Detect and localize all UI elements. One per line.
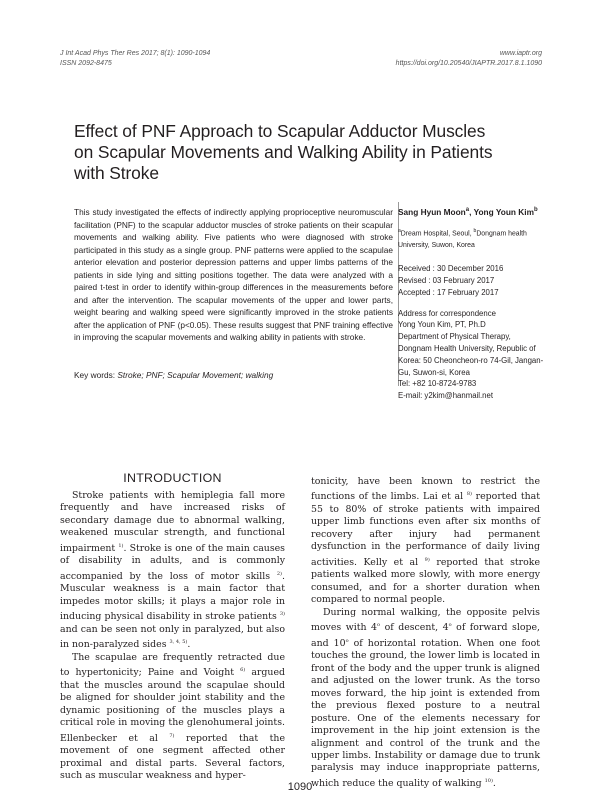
author-1: Sang Hyun Moon — [398, 206, 466, 217]
degree-mark: o — [377, 622, 381, 629]
correspondence-title: Address for correspondence — [398, 308, 496, 318]
citation: 7) — [169, 732, 175, 739]
keywords-label: Key words: — [74, 370, 116, 380]
correspondence-email[interactable]: E-mail: y2kim@hanmail.net — [398, 391, 494, 401]
title-line-2: on Scapular Movements and Walking Ability in Patients — [74, 142, 493, 162]
keywords-value: Stroke; PNF; Scapular Movement; walking — [117, 370, 274, 380]
keywords — [74, 369, 273, 381]
author-1-affil-mark: a — [465, 207, 470, 213]
correspondence-address: Department of Physical Therapy, Dongnam Health University, Republic of Korea: 50 Cheoncheon-ro 74-Gil, Jangan-Gu, Suwon-si, Korea — [398, 332, 544, 377]
citation: 3) — [279, 611, 285, 618]
correspondence-tel: Tel: +82 10-8724-9783 — [398, 379, 477, 389]
abstract-text: This study investigated the effects of indirectly applying proprioceptive neuromuscular facilitation (PNF) to the scapular adductor muscles of stroke patients on their scapular movements and walking ability. Five patients who were diagnosed with stroke participated in this study as a single group. PNF patterns were applied to the scapulae anterior elevation and posterior depression patterns and upper limbs patterns of the patients in side lying and sitting positions together. The data were analyzed with a paired t-test in order to identify within-group differences in the measurements before and after the intervention. The scapular movements of the upper and lower parts, weight bearing and walking speed were significantly improved in the stroke patients after the application of PNF (p<0.05). These results suggest that PNF training effective in improving the scapular movements and walking ability in patients with stroke. — [74, 207, 393, 342]
affil-a-mark: a — [398, 228, 401, 235]
received-date: Received : 30 December 2016 — [398, 263, 504, 273]
text-run: tonicity, have been known to restrict the functions of the limbs. Lai et al — [311, 476, 540, 503]
doi-link[interactable]: https://doi.org/10.20540/JIAPTR.2017.8.1.1090 — [395, 60, 542, 67]
text-run: Stroke patients with hemiplegia fall more frequently and have increased risks of secondary damage due to abnormal walking, weakened muscular strength, and functional impairment — [60, 490, 285, 554]
paper-title — [74, 121, 544, 184]
text-run: argued that the muscles around the scapulae should be aligned for shoulder joint stability and the dynamic positioning of the muscles plays a critical role in moving the glenohumeral joints. Ellenbecker et al — [60, 667, 285, 744]
body-column-right — [311, 476, 540, 791]
affil-b-mark: b — [473, 228, 477, 235]
affil-b: Dongnam health University, Suwon, Korea — [398, 230, 527, 249]
citation: 1) — [118, 542, 124, 549]
article-info — [398, 204, 544, 402]
text-run: During normal walking, the opposite pelvis moves with 4 — [311, 606, 540, 634]
text-run: reported that 55 to 80% of stroke patients with impaired upper limb functions even after six months of recovery after injury had permanent dysfunction in the performance of daily living activities. Kelly et al — [311, 491, 540, 568]
section-heading: INTRODUCTION — [123, 471, 222, 485]
journal-citation: J Int Acad Phys Ther Res 2017; 8(1): 1090-1094 — [60, 50, 211, 57]
paragraph — [60, 490, 285, 652]
issn: ISSN 2092-8475 — [60, 60, 112, 67]
title-line-1: Effect of PNF Approach to Scapular Adductor Muscles — [74, 121, 486, 141]
running-header-right — [396, 49, 542, 69]
text-run: and can be seen not only in paralyzed, but also in non-paralyzed sides — [60, 623, 285, 651]
paragraph — [311, 607, 540, 791]
degree-mark: o — [345, 637, 349, 644]
affil-a: Dream Hospital, Seoul, — [400, 230, 474, 238]
running-header-left — [60, 49, 210, 69]
paragraph — [60, 652, 285, 783]
affiliations — [398, 226, 544, 250]
author-2: , Yong Youn Kim — [469, 206, 534, 217]
paragraph — [311, 476, 540, 607]
text-run: . — [492, 778, 496, 790]
citation: 2) — [276, 570, 283, 577]
citation: 10) — [484, 777, 493, 784]
text-run: of forward slope, and 10 — [311, 622, 541, 649]
text-run: of horizontal rotation. When one foot touches the ground, the lower limb is located in front of the body and the upper trunk is aligned and adjusted on the lower trunk. As the torso moves forward, the hip joint is extended from the previous flexed posture to a neutral posture. One of the elements necessary for improvement in the hip joint extension is the alignment and control of the trunk and the upper limbs. Instability or damage due to trunk paralysis may induce inappropriate patterns, which reduce the quality of walking — [311, 637, 540, 790]
citation: 8) — [466, 491, 472, 498]
author-2-affil-mark: b — [533, 207, 538, 213]
text-run: . Stroke is one of the main causes of disability in adults, and is commonly accompanied by the loss of motor skills — [60, 542, 285, 582]
revised-date: Revised : 03 February 2017 — [398, 275, 495, 285]
article-dates — [398, 263, 544, 299]
text-run: . Muscular weakness is a main factor that impedes motor skills; it plays a major role in inducing physical disability in stroke patients — [60, 570, 285, 623]
citation: 3, 4, 5) — [169, 639, 188, 646]
author-list — [398, 204, 544, 218]
correspondence — [398, 308, 544, 402]
text-run: reported that the movement of one segment affected other proximal and distal parts. Several factors, such as muscular weakness and hyper- — [60, 732, 285, 782]
degree-mark: o — [448, 622, 452, 629]
abstract — [74, 206, 393, 344]
correspondence-name: Yong Youn Kim, PT, Ph.D — [398, 320, 486, 330]
citation: 6) — [240, 667, 246, 674]
accepted-date: Accepted : 17 February 2017 — [398, 287, 499, 297]
text-run: The scapulae are frequently retracted due to hypertonicity; Paine and Voight — [60, 651, 285, 679]
text-run: of descent, 4 — [380, 622, 449, 634]
citation: 9) — [424, 556, 430, 563]
text-run: . — [187, 639, 191, 651]
journal-website[interactable]: www.iaptr.org — [499, 50, 542, 57]
page-number: 1090 — [287, 781, 313, 793]
title-line-3: with Stroke — [74, 163, 159, 183]
text-run: reported that stroke patients walked more slowly, with more energy consumed, and for a shorter duration when compared to normal people. — [311, 556, 541, 606]
body-column-left — [60, 490, 285, 783]
